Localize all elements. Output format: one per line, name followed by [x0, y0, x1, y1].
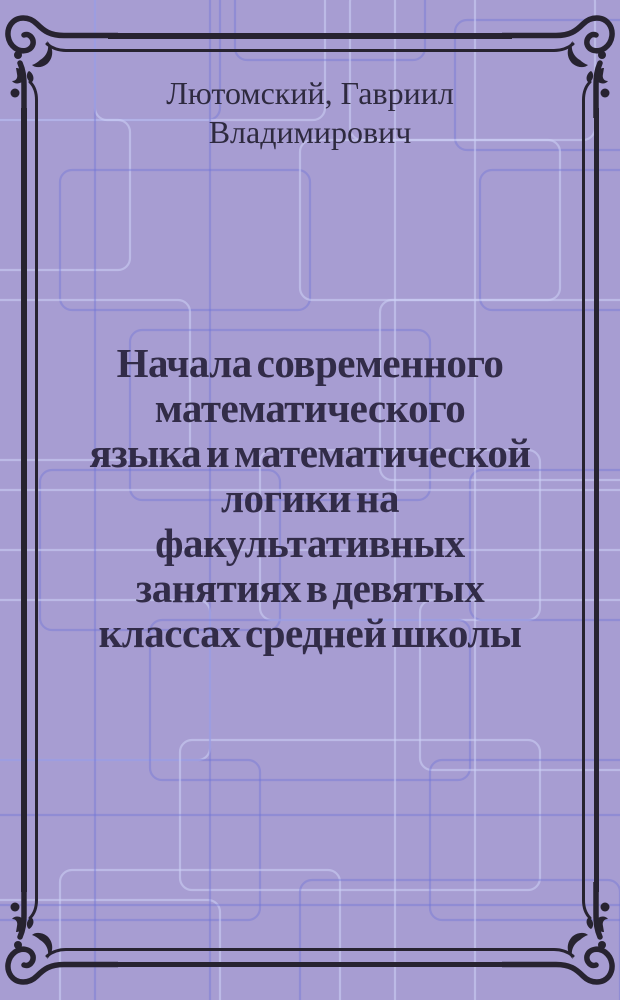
frame-edge-bottom-outer [108, 962, 512, 968]
frame-edge-right-outer [594, 108, 600, 892]
frame-edge-left-inner [35, 110, 38, 890]
title-line: математического [154, 385, 466, 431]
author-line-1: Лютомский, Гавриил [166, 75, 454, 111]
author-line-2: Владимирович [208, 114, 412, 150]
title-line: языка и математической [89, 430, 531, 476]
book-title [40, 341, 580, 656]
title-line: логики на [221, 475, 399, 521]
title-line: классах средней школы [98, 610, 522, 656]
title-line: факультативных [155, 520, 465, 566]
title-line: занятиях в девятых [135, 565, 485, 611]
frame-edge-top-inner [110, 49, 510, 52]
title-line: Начала современного [116, 340, 504, 386]
frame-edge-left-outer [21, 108, 27, 892]
corner-flourish-bottom-left-icon [0, 882, 118, 1000]
frame-edge-bottom-inner [110, 948, 510, 951]
author-name [60, 74, 560, 152]
frame-edge-top-outer [108, 33, 512, 39]
frame-edge-right-inner [582, 110, 585, 890]
corner-flourish-bottom-right-icon [502, 882, 620, 1000]
